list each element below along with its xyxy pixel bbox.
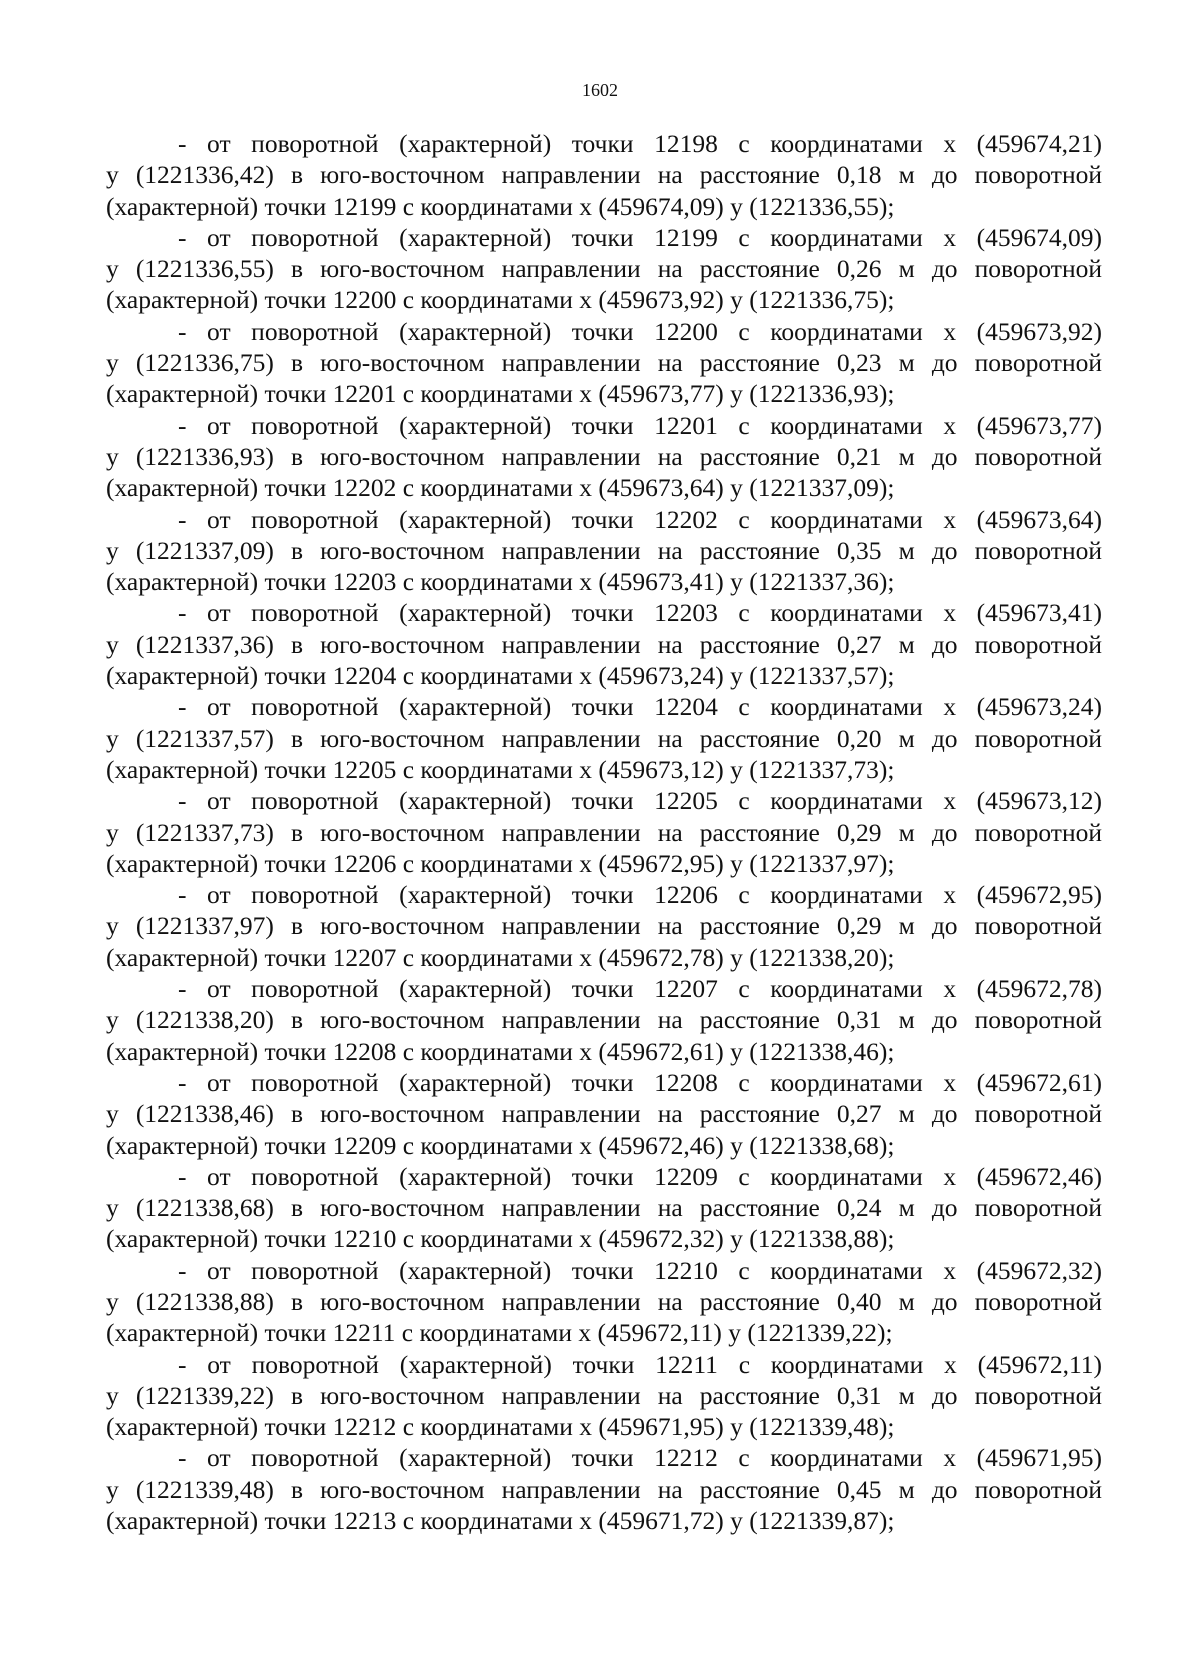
text-line: (характерной) точки 12207 с координатами х (459672,78) у (1221338,20); (106, 942, 895, 972)
text-line: (характерной) точки 12210 с координатами х (459672,32) у (1221338,88); (106, 1224, 895, 1254)
text-line: - от поворотной (характерной) точки 12201 с координатами х (459673,77) (178, 410, 1102, 440)
text-line: - от поворотной (характерной) точки 12198 с координатами х (459674,21) (178, 129, 1102, 158)
text-line: у (1221337,97) в юго-восточном направлении на расстояние 0,29 м до поворотной (106, 911, 1102, 941)
text-line: (характерной) точки 12208 с координатами х (459672,61) у (1221338,46); (106, 1036, 895, 1066)
paragraph (106, 410, 1102, 504)
text-line: (характерной) точки 12211 с координатами х (459672,11) у (1221339,22); (106, 1318, 893, 1348)
paragraph (106, 316, 1102, 410)
paragraph (106, 222, 1102, 316)
text-line: у (1221336,55) в юго-восточном направлении на расстояние 0,26 м до поворотной (106, 254, 1102, 284)
text-line: у (1221338,88) в юго-восточном направлении на расстояние 0,40 м до поворотной (106, 1286, 1102, 1316)
text-line: (характерной) точки 12200 с координатами х (459673,92) у (1221336,75); (106, 285, 895, 315)
text-line: - от поворотной (характерной) точки 12209 с координатами х (459672,46) (178, 1161, 1102, 1191)
text-line: (характерной) точки 12203 с координатами х (459673,41) у (1221337,36); (106, 567, 895, 597)
text-line: - от поворотной (характерной) точки 12199 с координатами х (459674,09) (178, 222, 1102, 252)
text-line: - от поворотной (характерной) точки 12211 с координатами х (459672,11) (178, 1349, 1102, 1379)
text-line: (характерной) точки 12212 с координатами х (459671,95) у (1221339,48); (106, 1412, 895, 1442)
text-line: - от поворотной (характерной) точки 12210 с координатами х (459672,32) (178, 1255, 1102, 1285)
paragraph (106, 1349, 1102, 1443)
page-number: 1602 (582, 80, 618, 100)
paragraph (106, 1255, 1102, 1349)
text-line: у (1221339,48) в юго-восточном направлении на расстояние 0,45 м до поворотной (106, 1474, 1102, 1504)
text-line: у (1221336,93) в юго-восточном направлении на расстояние 0,21 м до поворотной (106, 441, 1102, 471)
text-line: (характерной) точки 12201 с координатами х (459673,77) у (1221336,93); (106, 379, 895, 409)
text-line: у (1221338,46) в юго-восточном направлении на расстояние 0,27 м до поворотной (106, 1099, 1102, 1129)
text-line: - от поворотной (характерной) точки 12203 с координатами х (459673,41) (178, 598, 1102, 628)
text-line: у (1221337,09) в юго-восточном направлении на расстояние 0,35 м до поворотной (106, 535, 1102, 565)
text-line: - от поворотной (характерной) точки 12200 с координатами х (459673,92) (178, 316, 1102, 346)
text-line: (характерной) точки 12209 с координатами х (459672,46) у (1221338,68); (106, 1130, 895, 1160)
text-line: у (1221337,57) в юго-восточном направлении на расстояние 0,20 м до поворотной (106, 723, 1102, 753)
paragraph (106, 1161, 1102, 1255)
document-body (106, 128, 1102, 1536)
text-line: - от поворотной (характерной) точки 12202 с координатами х (459673,64) (178, 504, 1102, 534)
text-line: у (1221336,75) в юго-восточном направлении на расстояние 0,23 м до поворотной (106, 348, 1102, 378)
paragraph (106, 879, 1102, 973)
text-line: - от поворотной (характерной) точки 12204 с координатами х (459673,24) (178, 692, 1102, 722)
text-line: у (1221338,68) в юго-восточном направлении на расстояние 0,24 м до поворотной (106, 1193, 1102, 1223)
paragraph (106, 597, 1102, 691)
text-line: (характерной) точки 12204 с координатами х (459673,24) у (1221337,57); (106, 661, 895, 691)
text-line: (характерной) точки 12205 с координатами х (459673,12) у (1221337,73); (106, 754, 895, 784)
text-line: у (1221339,22) в юго-восточном направлении на расстояние 0,31 м до поворотной (106, 1380, 1102, 1410)
text-line: (характерной) точки 12206 с координатами х (459672,95) у (1221337,97); (106, 848, 895, 878)
paragraph (106, 691, 1102, 785)
paragraph (106, 128, 1102, 222)
text-line: - от поворотной (характерной) точки 12205 с координатами х (459673,12) (178, 786, 1102, 816)
text-line: (характерной) точки 12202 с координатами х (459673,64) у (1221337,09); (106, 473, 895, 503)
paragraph (106, 973, 1102, 1067)
text-line: - от поворотной (характерной) точки 12208 с координатами х (459672,61) (178, 1067, 1102, 1097)
text-line: - от поворотной (характерной) точки 12206 с координатами х (459672,95) (178, 880, 1102, 910)
text-line: у (1221336,42) в юго-восточном направлении на расстояние 0,18 м до поворотной (106, 160, 1102, 190)
text-line: (характерной) точки 12199 с координатами х (459674,09) у (1221336,55); (106, 191, 895, 221)
text-line: - от поворотной (характерной) точки 12212 с координатами х (459671,95) (178, 1443, 1102, 1473)
paragraph (106, 785, 1102, 879)
text-line: у (1221338,20) в юго-восточном направлении на расстояние 0,31 м до поворотной (106, 1005, 1102, 1035)
paragraph (106, 1067, 1102, 1161)
text-line: у (1221337,73) в юго-восточном направлении на расстояние 0,29 м до поворотной (106, 817, 1102, 847)
paragraph (106, 504, 1102, 598)
text-line: - от поворотной (характерной) точки 12207 с координатами х (459672,78) (178, 974, 1102, 1004)
paragraph (106, 1442, 1102, 1536)
text-line: (характерной) точки 12213 с координатами х (459671,72) у (1221339,87); (106, 1506, 895, 1536)
text-line: у (1221337,36) в юго-восточном направлении на расстояние 0,27 м до поворотной (106, 629, 1102, 659)
